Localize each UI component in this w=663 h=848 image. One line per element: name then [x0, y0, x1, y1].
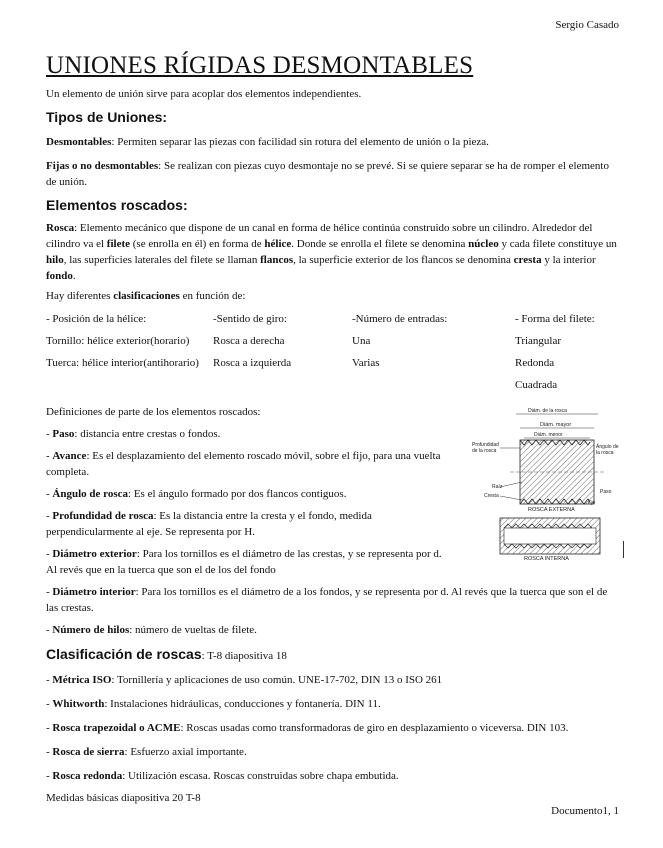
def-avance: - Avance: Es el desplazamiento del elemento roscado móvil, sobre el fijo, para una vuelta completa. — [46, 450, 441, 478]
desmontables-term: Desmontables — [46, 136, 112, 148]
fig-label-rosca-externa: ROSCA EXTERNA — [528, 507, 575, 513]
internal-thread — [500, 518, 600, 554]
fig-label-profundidad: Profundidad — [472, 442, 499, 448]
def-profundidad: - Profundidad de rosca: Es la distancia entre la cresta y el fondo, medida perpendicularmente al eje. Se representa por H. — [46, 510, 372, 538]
rosca-redonda: - Rosca redonda: Utilización escasa. Roscas construidas sobre chapa embutida. — [46, 770, 399, 782]
table-row: Tuerca: hélice interior(antihorario) Rosca a izquierda Varias Redonda — [46, 357, 555, 369]
table-row: - Posición de la hélice: -Sentido de giro: -Número de entradas: - Forma del filete: — [46, 313, 595, 325]
fig-label-diam-mayor: Diám. mayor — [540, 422, 572, 428]
rosca-paragraph: Rosca: Elemento mecánico que dispone de un canal en forma de hélice continúa construido sobre un cilindro. Alrededor del cilindro va el filete (se enrolla en él) en forma de hélice. Donde se enrolla el filete se denomina núcleo y cada filete constituye un hilo, las superficies laterales del filete se llaman flancos, la superficie exterior de los flancos se denomina cresta y la interior fondo. — [46, 222, 617, 282]
classification-table — [46, 308, 615, 396]
def-diametro-exterior: - Diámetro exterior: Para los tornillos es el diámetro de las crestas, y se representa por d. Al revés que en la tuerca que son el de los del fondo — [46, 548, 442, 576]
author-header: Sergio Casado — [555, 19, 619, 31]
definiciones-intro: Definiciones de parte de los elementos roscados: — [46, 406, 261, 418]
fig-label-paso: Paso — [600, 489, 612, 495]
text-cursor — [623, 541, 624, 558]
rosca-whitworth: - Whitworth: Instalaciones hidráulicas, conducciones y fontanería. DIN 11. — [46, 698, 381, 710]
rosca-trapezoidal: - Rosca trapezoidal o ACME: Roscas usadas como transformadoras de giro en desplazamiento o viceversa. DIN 103. — [46, 722, 569, 734]
def-diametro-interior: - Diámetro interior: Para los tornillos es el diámetro de a los fondos, y se representa por d. Al revés que la tuerca que son el de las crestas. — [46, 586, 608, 614]
def-numero-hilos: - Número de hilos: número de vueltas de filete. — [46, 624, 257, 636]
fijas-paragraph: Fijas o no desmontables: Se realizan con piezas cuyo desmontaje no se prevé. Si se quiere separar se ha de romper el elemento de unión. — [46, 160, 609, 188]
page-footer: Documento1, 1 — [551, 805, 619, 817]
intro-paragraph: Un elemento de unión sirve para acoplar dos elementos independientes. — [46, 88, 362, 100]
fig-label-diam-menor: Diám. menor — [534, 432, 563, 438]
roscados-heading: Elementos roscados: — [46, 197, 188, 213]
def-paso: - Paso: distancia entre crestas o fondos. — [46, 428, 221, 440]
document-title: UNIONES RÍGIDAS DESMONTABLES — [46, 52, 474, 79]
fig-label-la-rosca: la rosca — [596, 450, 614, 456]
fig-label-diam-rosca: Diám. de la rosca — [528, 408, 567, 414]
clasificacion-roscas-line: Clasificación de roscas: T-8 diapositiva 18 — [46, 646, 287, 662]
rosca-sierra: - Rosca de sierra: Esfuerzo axial importante. — [46, 746, 247, 758]
rosca-metrica: - Métrica ISO: Tornillería y aplicaciones de uso común. UNE-17-702, DIN 13 o ISO 261 — [46, 674, 443, 686]
thread-diagram — [470, 404, 620, 564]
fijas-term: Fijas o no desmontables — [46, 160, 159, 172]
table-row: Cuadrada — [515, 379, 558, 391]
fig-label-eje: Eje — [588, 500, 596, 506]
clasificaciones-intro: Hay diferentes clasificaciones en función de: — [46, 290, 246, 302]
fig-label-de-la-rosca: de la rosca — [472, 448, 497, 454]
fig-label-rosca-interna: ROSCA INTERNA — [524, 556, 569, 562]
table-row: Tornillo: hélice exterior(horario) Rosca a derecha Una Triangular — [46, 335, 562, 347]
desmontables-paragraph: Desmontables: Permiten separar las piezas con facilidad sin rotura del elemento de unión o la pieza. — [46, 136, 489, 148]
fig-label-raiz: Raíz — [492, 484, 503, 490]
def-angulo: - Ángulo de rosca: Es el ángulo formado por dos flancos contiguos. — [46, 488, 347, 500]
fig-label-cresta: Cresta — [484, 493, 499, 499]
tipos-heading: Tipos de Uniones: — [46, 109, 168, 125]
medidas-note: Medidas básicas diapositiva 20 T-8 — [46, 792, 201, 804]
fig-label-angulo: Ángulo de — [596, 444, 619, 450]
